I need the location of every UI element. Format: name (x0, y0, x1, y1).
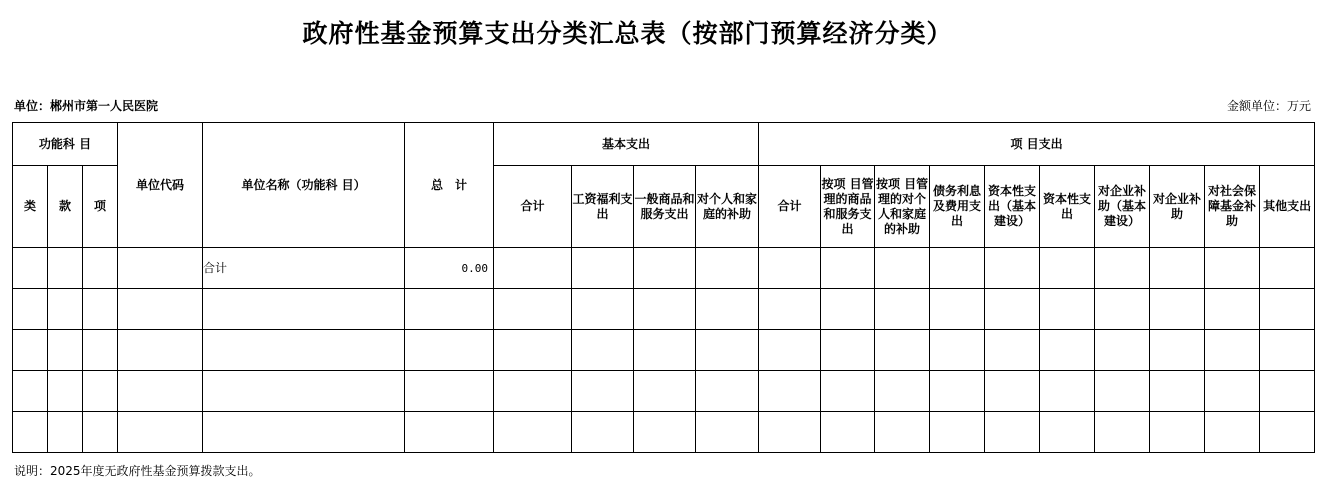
total-cell (405, 330, 494, 371)
table-cell (634, 330, 696, 371)
table-row (13, 330, 1315, 371)
table-cell (930, 289, 985, 330)
total-cell (405, 371, 494, 412)
table-cell (696, 289, 759, 330)
table-cell (634, 289, 696, 330)
currency-unit-label: 金额单位：万元 (1226, 99, 1311, 113)
header-basic: 基本支出 (494, 123, 759, 166)
header-project-col: 资本性支出（基本建设） (985, 166, 1040, 248)
header-unit-code: 单位代码 (118, 123, 203, 248)
table-cell (821, 412, 875, 453)
table-cell (759, 248, 821, 289)
table-cell (1205, 371, 1260, 412)
table-cell (494, 371, 572, 412)
table-cell (1150, 371, 1205, 412)
table-cell (48, 371, 83, 412)
table-cell (821, 289, 875, 330)
unit-name-cell: 合计 (203, 248, 405, 289)
header-project-col: 债务利息及费用支出 (930, 166, 985, 248)
total-cell (405, 412, 494, 453)
unit-name-cell (203, 330, 405, 371)
header-total: 总 计 (405, 123, 494, 248)
header-project-col: 其他支出 (1260, 166, 1315, 248)
table-cell (759, 289, 821, 330)
header-unit-name: 单位名称（功能科 目） (203, 123, 405, 248)
table-cell (1040, 248, 1095, 289)
table-cell (875, 412, 930, 453)
table-cell (13, 330, 48, 371)
table-cell (875, 330, 930, 371)
header-project-col: 对企业补助（基本建设） (1095, 166, 1150, 248)
table-cell (83, 248, 118, 289)
table-cell (1150, 330, 1205, 371)
table-cell (118, 289, 203, 330)
header-basic-col: 对个人和家庭的补助 (696, 166, 759, 248)
header-basic-col: 一般商品和服务支出 (634, 166, 696, 248)
table-cell (13, 289, 48, 330)
table-cell (1150, 248, 1205, 289)
table-cell (48, 289, 83, 330)
table-cell (875, 371, 930, 412)
table-cell (875, 248, 930, 289)
table-cell (118, 371, 203, 412)
table-cell (1260, 248, 1315, 289)
header-func-subject: 功能科 目 (13, 123, 118, 166)
table-cell (1095, 412, 1150, 453)
table-cell (1150, 289, 1205, 330)
table-cell (696, 412, 759, 453)
table-cell (985, 330, 1040, 371)
header-basic-col: 工资福利支出 (572, 166, 634, 248)
table-cell (634, 371, 696, 412)
table-cell (696, 248, 759, 289)
unit-name-cell (203, 289, 405, 330)
table-cell (494, 412, 572, 453)
header-xiang: 项 (83, 166, 118, 248)
table-cell (1205, 289, 1260, 330)
table-cell (1205, 248, 1260, 289)
header-project-col: 按项 目管理的商品和服务支出 (821, 166, 875, 248)
table-cell (634, 412, 696, 453)
header-basic-col: 合计 (494, 166, 572, 248)
table-cell (1040, 289, 1095, 330)
table-cell (1260, 412, 1315, 453)
table-cell (985, 371, 1040, 412)
table-cell (48, 412, 83, 453)
table-cell (1205, 412, 1260, 453)
table-cell (1095, 289, 1150, 330)
table-cell (985, 289, 1040, 330)
table-cell (13, 371, 48, 412)
header-project-col: 合计 (759, 166, 821, 248)
table-cell (1260, 289, 1315, 330)
table-cell (48, 330, 83, 371)
table-cell (930, 371, 985, 412)
table-row (13, 289, 1315, 330)
table-cell (1095, 248, 1150, 289)
table-cell (1095, 330, 1150, 371)
table-cell (759, 330, 821, 371)
table-cell (759, 412, 821, 453)
table-cell (634, 248, 696, 289)
table-cell (572, 330, 634, 371)
table-cell (48, 248, 83, 289)
table-cell (875, 289, 930, 330)
table-cell (494, 289, 572, 330)
table-cell (1260, 330, 1315, 371)
table-cell (572, 412, 634, 453)
table-cell (985, 248, 1040, 289)
unit-name-cell (203, 371, 405, 412)
table-cell (930, 412, 985, 453)
table-cell (572, 371, 634, 412)
table-row (13, 371, 1315, 412)
table-cell (572, 289, 634, 330)
table-cell (83, 330, 118, 371)
table-cell (759, 371, 821, 412)
header-project-col: 对社会保障基金补助 (1205, 166, 1260, 248)
header-kuan: 款 (48, 166, 83, 248)
table-cell (1040, 330, 1095, 371)
table-row (13, 248, 1315, 289)
table-cell (83, 412, 118, 453)
header-project-col: 按项 目管理的对个人和家庭的补助 (875, 166, 930, 248)
total-cell: 0.00 (405, 248, 494, 289)
table-cell (13, 412, 48, 453)
table-cell (572, 248, 634, 289)
table-cell (494, 248, 572, 289)
table-cell (83, 289, 118, 330)
header-project: 项 目支出 (759, 123, 1315, 166)
table-cell (118, 330, 203, 371)
table-cell (985, 412, 1040, 453)
unit-label: 单位：郴州市第一人民医院 (14, 99, 159, 113)
table-cell (930, 248, 985, 289)
header-lei: 类 (13, 166, 48, 248)
unit-name-cell (203, 412, 405, 453)
table-cell (821, 248, 875, 289)
total-cell (405, 289, 494, 330)
table-cell (494, 330, 572, 371)
table-cell (821, 371, 875, 412)
budget-table (12, 122, 1315, 453)
table-cell (83, 371, 118, 412)
table-cell (696, 371, 759, 412)
table-cell (118, 248, 203, 289)
table-cell (1150, 412, 1205, 453)
table-cell (1095, 371, 1150, 412)
table-cell (1040, 412, 1095, 453)
header-project-col: 对企业补助 (1150, 166, 1205, 248)
footnote: 说明：2025年度无政府性基金预算拨款支出。 (14, 464, 261, 478)
table-cell (118, 412, 203, 453)
table-cell (1260, 371, 1315, 412)
table-cell (1040, 371, 1095, 412)
table-cell (930, 330, 985, 371)
header-project-col: 资本性支出 (1040, 166, 1095, 248)
table-row (13, 412, 1315, 453)
table-cell (1205, 330, 1260, 371)
table-cell (821, 330, 875, 371)
table-cell (13, 248, 48, 289)
page-title: 政府性基金预算支出分类汇总表（按部门预算经济分类） (302, 19, 953, 48)
table-cell (696, 330, 759, 371)
